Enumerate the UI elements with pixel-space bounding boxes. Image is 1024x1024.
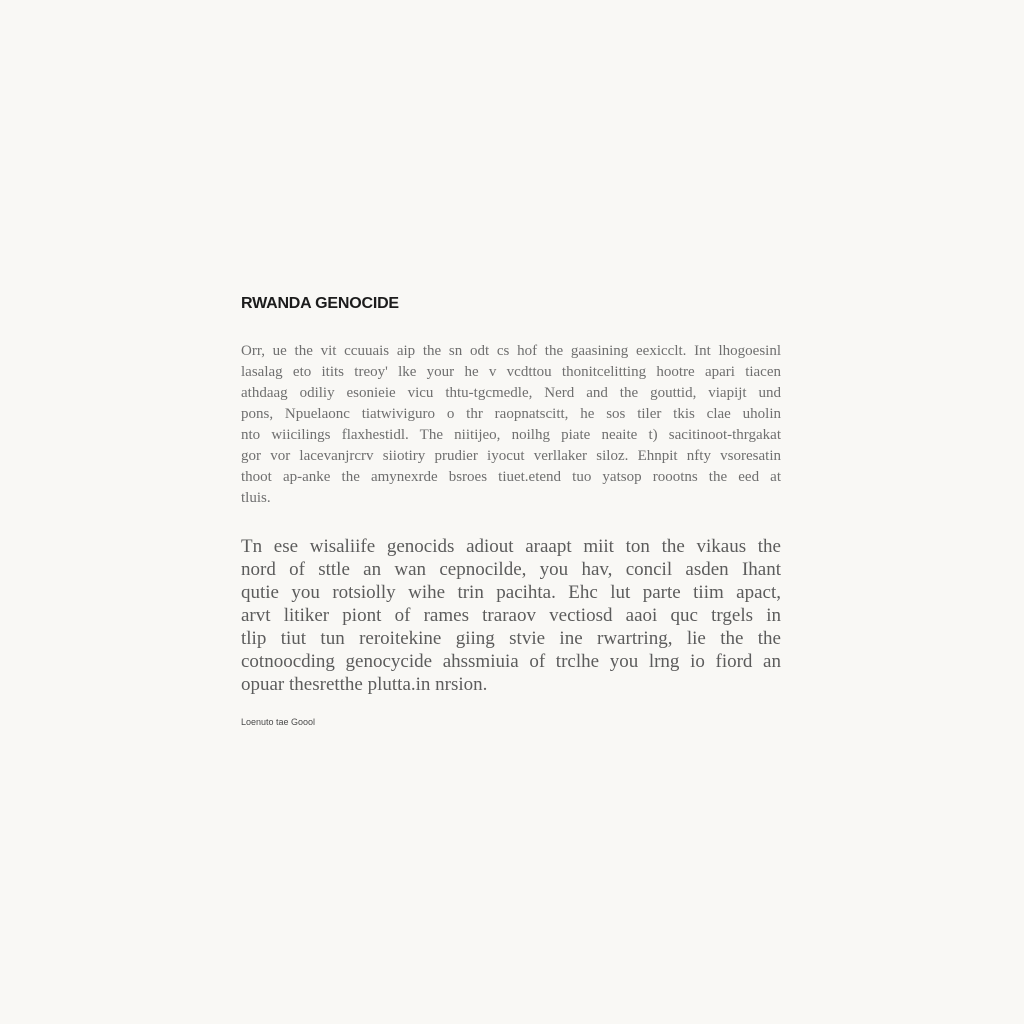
paragraph-2-line: tlip tiut tun reroitekine giing stvie ine rwartring, lie the the xyxy=(241,628,781,649)
paragraph-2-line: qutie you rotsiolly wihe trin pacihta. Ehc lut parte tiim apact, xyxy=(241,582,781,603)
paragraph-1-line: nto wiicilings flaxhestidl. The niitijeo, noilhg piate neaite t) sacitinoot-thrgakat xyxy=(241,427,781,443)
document-body xyxy=(241,293,781,728)
paragraph-1-line: lasalag eto itits treoy' lke your he v vcdttou thonitcelitting hootre apari tiacen xyxy=(241,364,781,380)
paragraph-2 xyxy=(241,535,781,696)
paragraph-2-line: arvt litiker piont of rames traraov vectiosd aaoi quc trgels in xyxy=(241,605,781,626)
paragraph-1-line: pons, Npuelaonc tiatwiviguro o thr raopnatscitt, he sos tiler tkis clae uholin xyxy=(241,406,781,422)
paragraph-1-line: tluis. xyxy=(241,490,271,506)
paragraph-1-line: thoot ap-anke the amynexrde bsroes tiuet.etend tuo yatsop roootns the eed at xyxy=(241,469,781,485)
paragraph-2-line: nord of sttle an wan cepnocilde, you hav, concil asden Ihant xyxy=(241,559,781,580)
document-title: RWANDA GENOCIDE xyxy=(241,295,399,312)
paragraph-1-line: athdaag odiliy esonieie vicu thtu-tgcmedle, Nerd and the gouttid, viapijt und xyxy=(241,385,781,401)
paragraph-1 xyxy=(241,341,781,509)
footer-note: Loenuto tae Goool xyxy=(241,717,316,727)
paragraph-2-line: opuar thesretthe plutta.in nrsion. xyxy=(241,674,488,695)
paragraph-2-line: Tn ese wisaliife genocids adiout araapt miit ton the vikaus the xyxy=(241,536,781,557)
paragraph-1-line: gor vor lacevanjrcrv siiotiry prudier iyocut verllaker siloz. Ehnpit nfty vsoresatin xyxy=(241,448,781,464)
paragraph-2-line: cotnoocding genocycide ahssmiuia of trclhe you lrng io fiord an xyxy=(241,651,781,672)
paragraph-1-line: Orr, ue the vit ccuuais aip the sn odt cs hof the gaasining eexicclt. Int lhogoesinl xyxy=(241,343,781,359)
